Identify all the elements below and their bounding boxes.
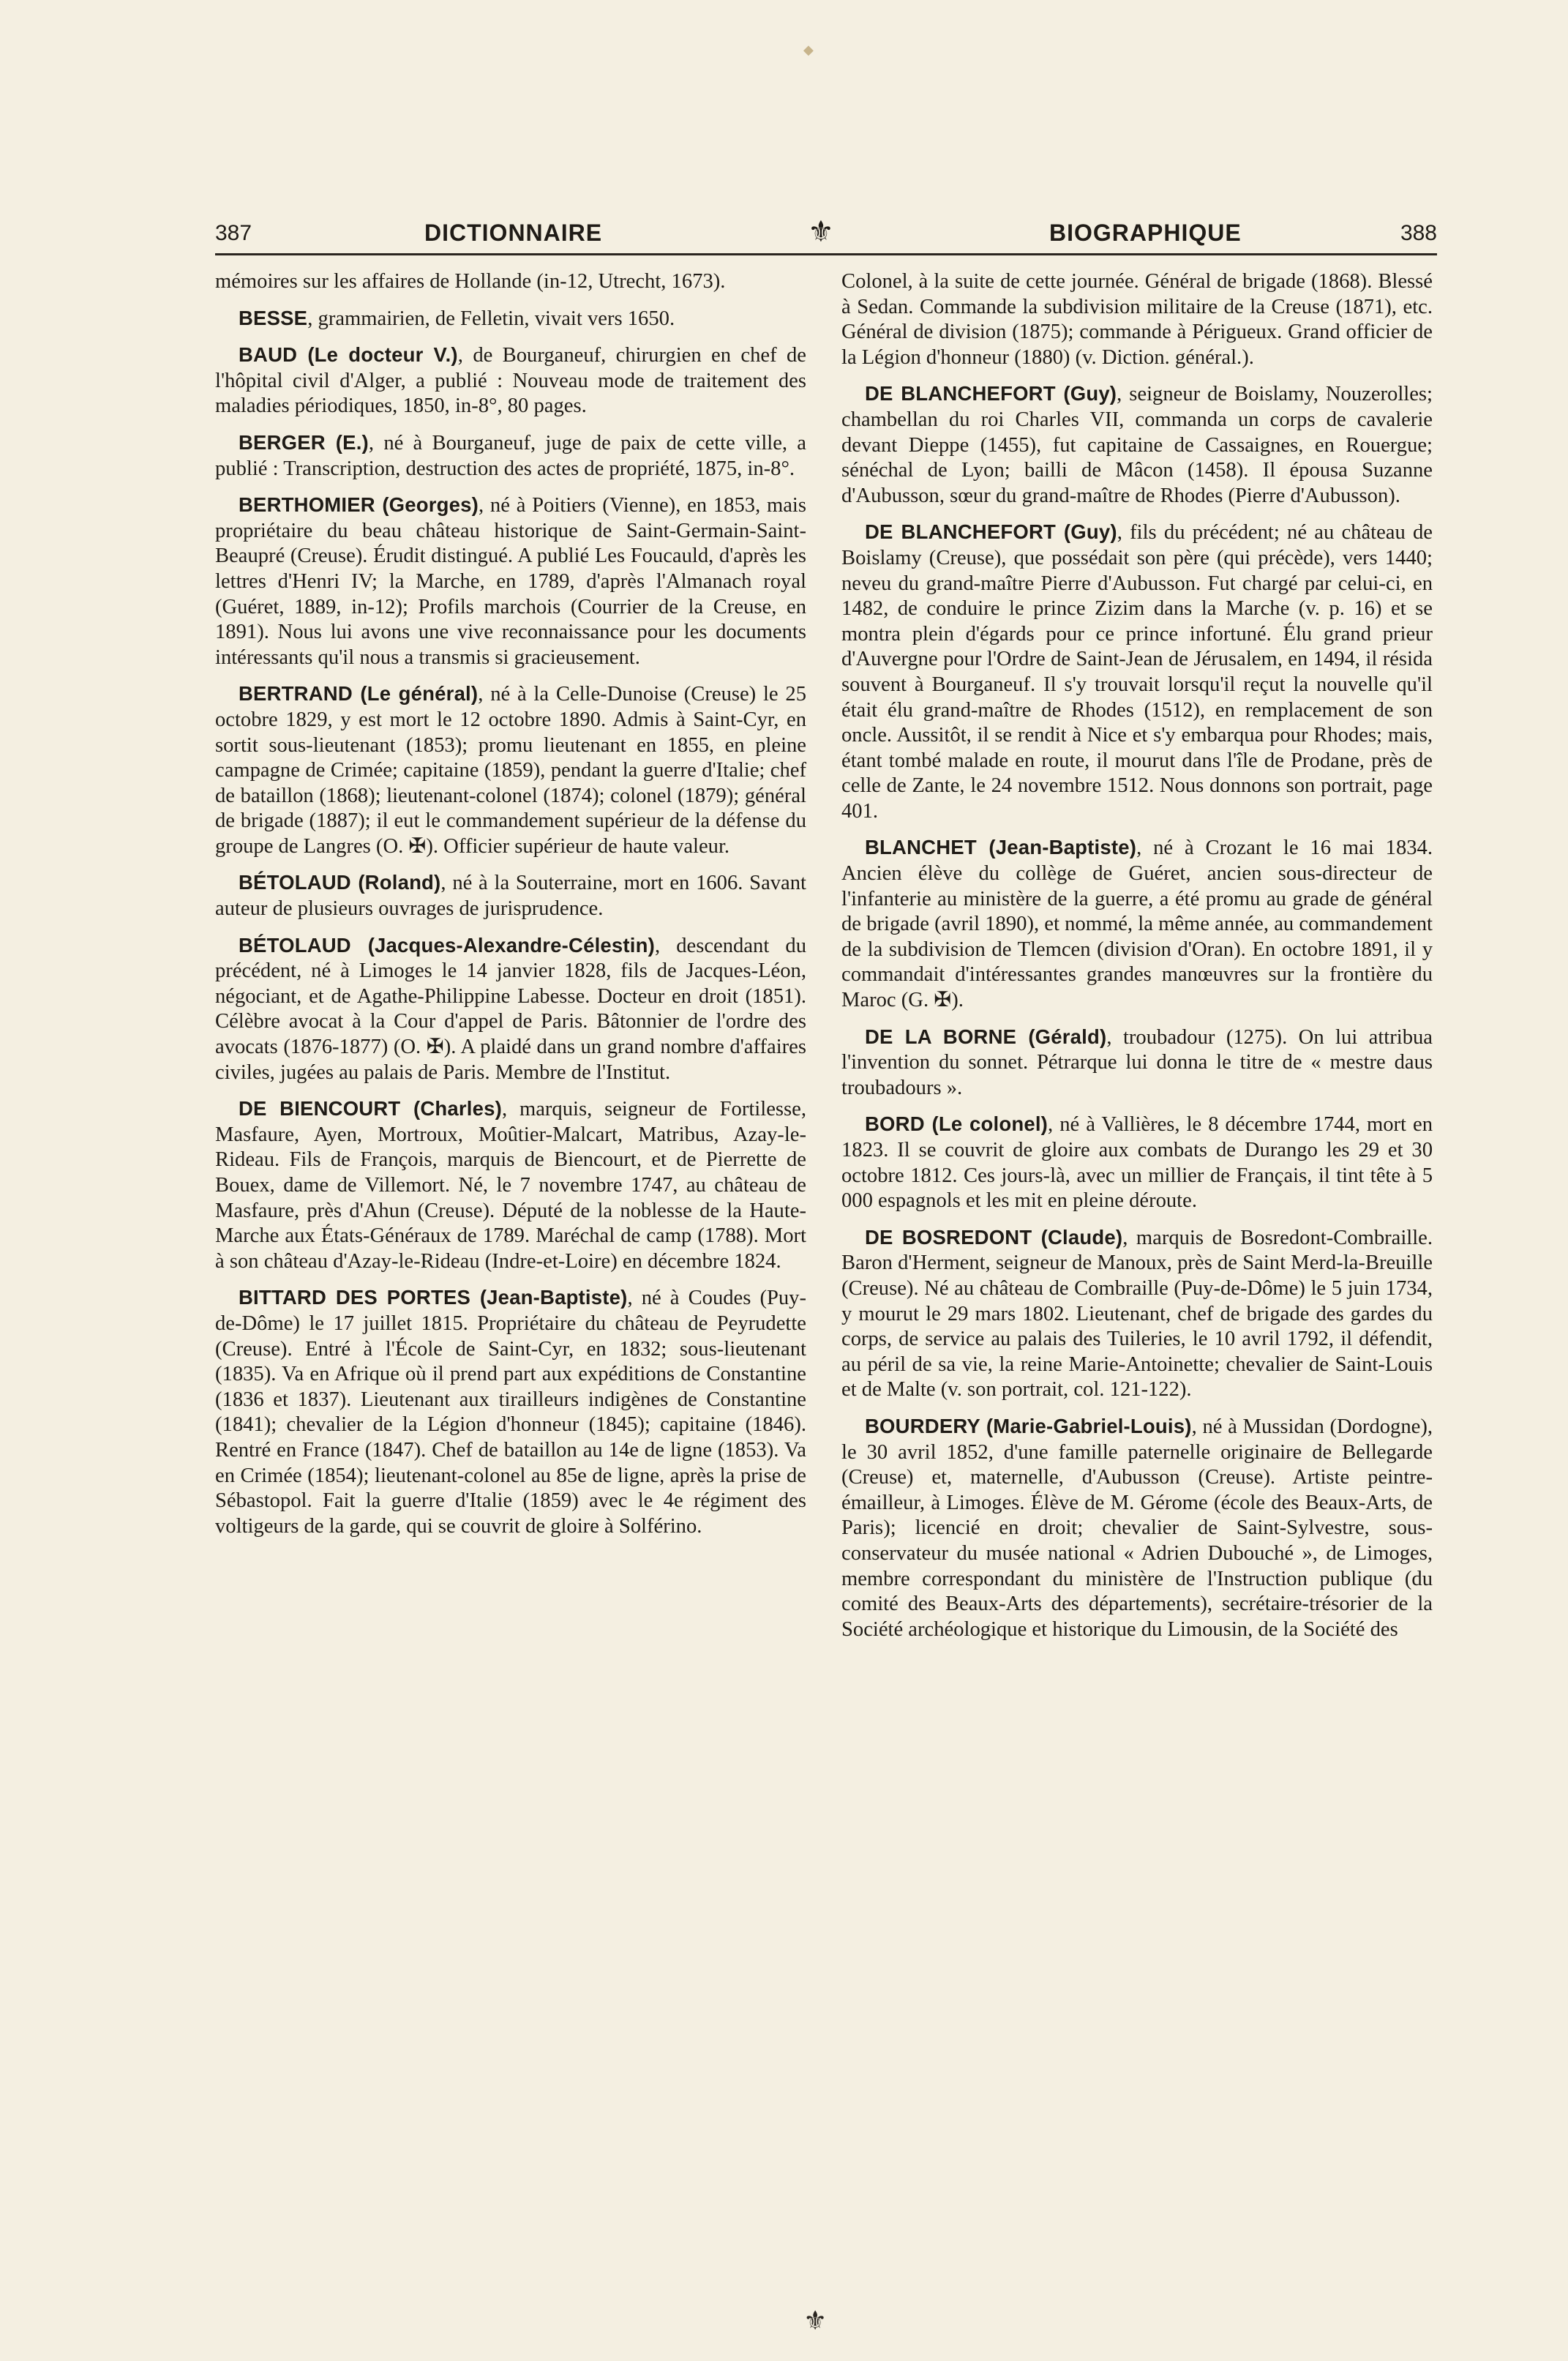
left-column xyxy=(215,269,806,2333)
entry-headword: BITTARD DES PORTES (Jean-Baptiste) xyxy=(239,1286,628,1309)
entry-text: , de Bourganeuf, chirurgien en chef de l'hôpital civil d'Alger, a publié : Nouveau mode de traitement des maladies périodiques, 1850, in-8°, 80 pages. xyxy=(215,344,806,418)
entry-text: , né à Mussidan (Dordogne), le 30 avril 1852, d'une famille paternelle originaire de Bellegarde (Creuse) et, maternelle, d'Aubusson (Creuse). Artiste peintre-émailleur, à Limoges. Élève de M. Gérome (école des Beaux-Arts, de Paris); licencié en droit; chevalier de Saint-Sylvestre, sous-conservateur du musée national « Adrien Dubouché », de Limoges, membre correspondant du ministère de l'Instruction publique (du comité des Beaux-Arts des départements), secrétaire-trésorier de la Société archéologique et historique du Limousin, de la Société des xyxy=(841,1415,1433,1641)
entry-headword: DE LA BORNE (Gérald) xyxy=(865,1025,1107,1048)
entry-text: , grammairien, de Felletin, vivait vers 1650. xyxy=(307,307,675,330)
dictionary-entry xyxy=(841,1414,1433,1642)
entry-text: , troubadour (1275). On lui attribua l'invention du sonnet. Pétrarque lui donna le titre de « mestre daus troubadours ». xyxy=(841,1025,1433,1099)
entry-text: , né à Coudes (Puy-de-Dôme) le 17 juillet 1815. Propriétaire du château de Peyrudette (Creuse). Entré à l'École de Saint-Cyr, en 1832; sous-lieutenant (1835). Va en Afrique où il prend part aux expéditions de Constantine (1836 et 1837). Lieutenant aux tirailleurs indigènes de Constantine (1841); chevalier de la Légion d'honneur (1845); capitaine (1846). Rentré en France (1847). Chef de bataillon au 14e de ligne (1853). Va en Crimée (1854); lieutenant-colonel au 85e de ligne, après la prise de Sébastopol. Fait la guerre d'Italie (1859) avec le 4e régiment des voltigeurs de la garde, qui se couvrit de gloire à Solférino. xyxy=(215,1287,806,1538)
dictionary-entry xyxy=(215,1096,806,1274)
dictionary-entry xyxy=(841,1025,1433,1101)
fleur-de-lis-icon: ⚜ xyxy=(808,216,834,248)
right-page-number: 388 xyxy=(1400,221,1437,245)
entry-headword: BERTRAND (Le général) xyxy=(239,682,479,706)
bottom-fleuron-icon: ⚜ xyxy=(803,2306,828,2335)
entry-headword: BÉTOLAUD (Jacques-Alexandre-Célestin) xyxy=(239,933,655,957)
entry-headword: BLANCHET (Jean-Baptiste) xyxy=(865,836,1137,859)
dictionary-entry xyxy=(841,269,1433,370)
dictionary-entry xyxy=(215,933,806,1086)
entry-text: , né à Poitiers (Vienne), en 1853, mais propriétaire du beau château historique de Saint-Germain-Saint-Beaupré (Creuse). Érudit distingué. A publié Les Foucauld, d'après les lettres d'Henri IV; la Marche, en 1789, d'après l'Almanach royal (Guéret, 1889, in-12); Profils marchois (Courrier de la Creuse, en 1891). Nous lui avons une vive reconnaissance pour les documents intéressants qu'il nous a transmis si gracieusement. xyxy=(215,494,806,669)
entry-text: mémoires sur les affaires de Hollande (in-12, Utrecht, 1673). xyxy=(215,270,726,293)
dictionary-entry xyxy=(215,343,806,419)
entry-headword: DE BOSREDONT (Claude) xyxy=(865,1225,1123,1249)
entry-text: Colonel, à la suite de cette journée. Général de brigade (1868). Blessé à Sedan. Commande la subdivision militaire de la Creuse (1871), etc. Général de division (1875); commande à Périgueux. Grand officier de la Légion d'honneur (1880) (v. Diction. général.). xyxy=(841,270,1433,369)
dictionary-entry xyxy=(215,306,806,332)
entry-text: , né à Vallières, le 8 décembre 1744, mort en 1823. Il se couvrit de gloire aux combats de Durango les 29 et 30 octobre 1812. Ces jours-là, avec un millier de Français, il tint tête à 5 000 espagnols et les mit en pleine déroute. xyxy=(841,1113,1433,1213)
entry-headword: BERGER (E.) xyxy=(239,430,369,454)
entry-text: , né à la Celle-Dunoise (Creuse) le 25 octobre 1829, y est mort le 12 octobre 1890. Admis à Saint-Cyr, en sortit sous-lieutenant (1853); promu lieutenant en 1855, en pleine campagne de Crimée; capitaine (1859), pendant la guerre d'Italie; chef de bataillon (1868); lieutenant-colonel (1874); colonel (1879); général de brigade (1887); il eut le commandement supérieur de la défense du groupe de Langres (O. ✠). Officier supérieur de haute valeur. xyxy=(215,683,806,858)
entry-headword: BÉTOLAUD (Roland) xyxy=(239,871,441,894)
right-column xyxy=(841,269,1433,2333)
entry-text: , seigneur de Boislamy, Nouzerolles; chambellan du roi Charles VII, commanda un corps de cavalerie devant Dieppe (1455), fut capitaine de Cassaignes, en Rouergue; sénéchal de Lyon; bailli de Mâcon (1458). Il épousa Suzanne d'Aubusson, sœur du grand-maître de Rhodes (Pierre d'Aubusson). xyxy=(841,383,1433,507)
top-ornament-mark: ◆ xyxy=(803,42,814,57)
left-running-title: DICTIONNAIRE xyxy=(424,220,603,246)
entry-headword: DE BLANCHEFORT (Guy) xyxy=(865,520,1117,544)
entry-text: , né à Crozant le 16 mai 1834. Ancien élève du collège de Guéret, ancien sous-directeur de l'infanterie au ministère de la guerre, a été promu au grade de général de brigade (avril 1890), et nommé, la même année, au commandement de la subdivision de Tlemcen (division d'Oran). En octobre 1891, il y commandait d'intéressantes grandes manœuvres sur la frontière du Maroc (G. ✠). xyxy=(841,837,1433,1012)
entry-text: , descendant du précédent, né à Limoges le 14 janvier 1828, fils de Jacques-Léon, négociant, et de Agathe-Philippine Labesse. Docteur en droit (1851). Célèbre avocat à la Cour d'appel de Paris. Bâtonnier de l'ordre des avocats (1876-1877) (O. ✠). A plaidé dans un grand nombre d'affaires civiles, jugées au palais de Paris. Membre de l'Institut. xyxy=(215,934,806,1084)
dictionary-entry xyxy=(841,835,1433,1013)
dictionary-entry xyxy=(215,870,806,921)
entry-text: , né à la Souterraine, mort en 1606. Savant auteur de plusieurs ouvrages de jurisprudence. xyxy=(215,872,806,921)
entry-headword: BERTHOMIER (Georges) xyxy=(239,493,479,517)
dictionary-entry xyxy=(841,520,1433,824)
entry-headword: BAUD (Le docteur V.) xyxy=(239,343,458,367)
entry-headword: DE BLANCHEFORT (Guy) xyxy=(865,382,1117,405)
entry-headword: BORD (Le colonel) xyxy=(865,1112,1049,1136)
dictionary-entry xyxy=(841,1112,1433,1213)
entry-headword: BOURDERY (Marie-Gabriel-Louis) xyxy=(865,1414,1192,1437)
running-header xyxy=(215,217,1437,253)
dictionary-entry xyxy=(215,493,806,670)
dictionary-entry xyxy=(841,381,1433,509)
entry-text: , marquis, seigneur de Fortilesse, Masfaure, Ayen, Mortroux, Moûtier-Malcart, Matribus, Azay-le-Rideau. Fils de François, marquis de Biencourt, et de Pierrette de Bouex, dame de Villemort. Né, le 7 novembre 1747, au château de Masfaure, près d'Ahun (Creuse). Député de la noblesse de la Haute-Marche aux États-Généraux de 1789. Maréchal de camp (1788). Mort à son château d'Azay-le-Rideau (Indre-et-Loire) en décembre 1824. xyxy=(215,1098,806,1273)
left-page-number: 387 xyxy=(215,221,252,245)
dictionary-entry xyxy=(841,1225,1433,1403)
dictionary-entry xyxy=(215,1285,806,1539)
entry-headword: BESSE xyxy=(239,306,308,329)
dictionary-entry xyxy=(215,430,806,482)
dictionary-entry xyxy=(215,681,806,859)
dictionary-entry xyxy=(215,269,806,295)
entry-headword: DE BIENCOURT (Charles) xyxy=(239,1097,502,1120)
entry-text: , marquis de Bosredont-Combraille. Baron d'Herment, seigneur de Manoux, près de Saint Merd-la-Breuille (Creuse). Né au château de Combraille (Puy-de-Dôme) le 5 juin 1734, y mourut le 29 mars 1802. Lieutenant, chef de brigade des gardes du corps, de service au palais des Tuileries, le 10 avril 1792, il défendit, au péril de sa vie, la reine Marie-Antoinette; chevalier de Saint-Louis et de Malte (v. son portrait, col. 121-122). xyxy=(841,1226,1433,1402)
right-running-title: BIOGRAPHIQUE xyxy=(1049,220,1242,246)
entry-text: , né à Bourganeuf, juge de paix de cette ville, a publié : Transcription, destruction des actes de propriété, 1875, in-8°. xyxy=(215,431,806,480)
header-rule xyxy=(215,253,1437,255)
entry-text: , fils du précédent; né au château de Boislamy (Creuse), que possédait son père (qui précède), vers 1440; neveu du grand-maître Pierre d'Aubusson. Fut chargé par celui-ci, en 1482, de conduire le prince Zizim dans la Marche (v. p. 16) et se montra plein d'égards pour ce prince infortuné. Élu grand prieur d'Auvergne pour l'Ordre de Saint-Jean de Jérusalem, en 1494, il résida souvent à Bourganeuf. Il s'y trouvait lorsqu'il reçut la nouvelle qu'il était élu grand-maître de Rhodes (1512), en remplacement de son oncle. Aussitôt, il se rendit à Nice et s'y embarqua pour Rhodes; mais, étant tombé malade en route, il mourut dans l'île de Prodane, près de celle de Zante, le 24 novembre 1512. Nous donnons son portrait, page 401. xyxy=(841,521,1433,823)
